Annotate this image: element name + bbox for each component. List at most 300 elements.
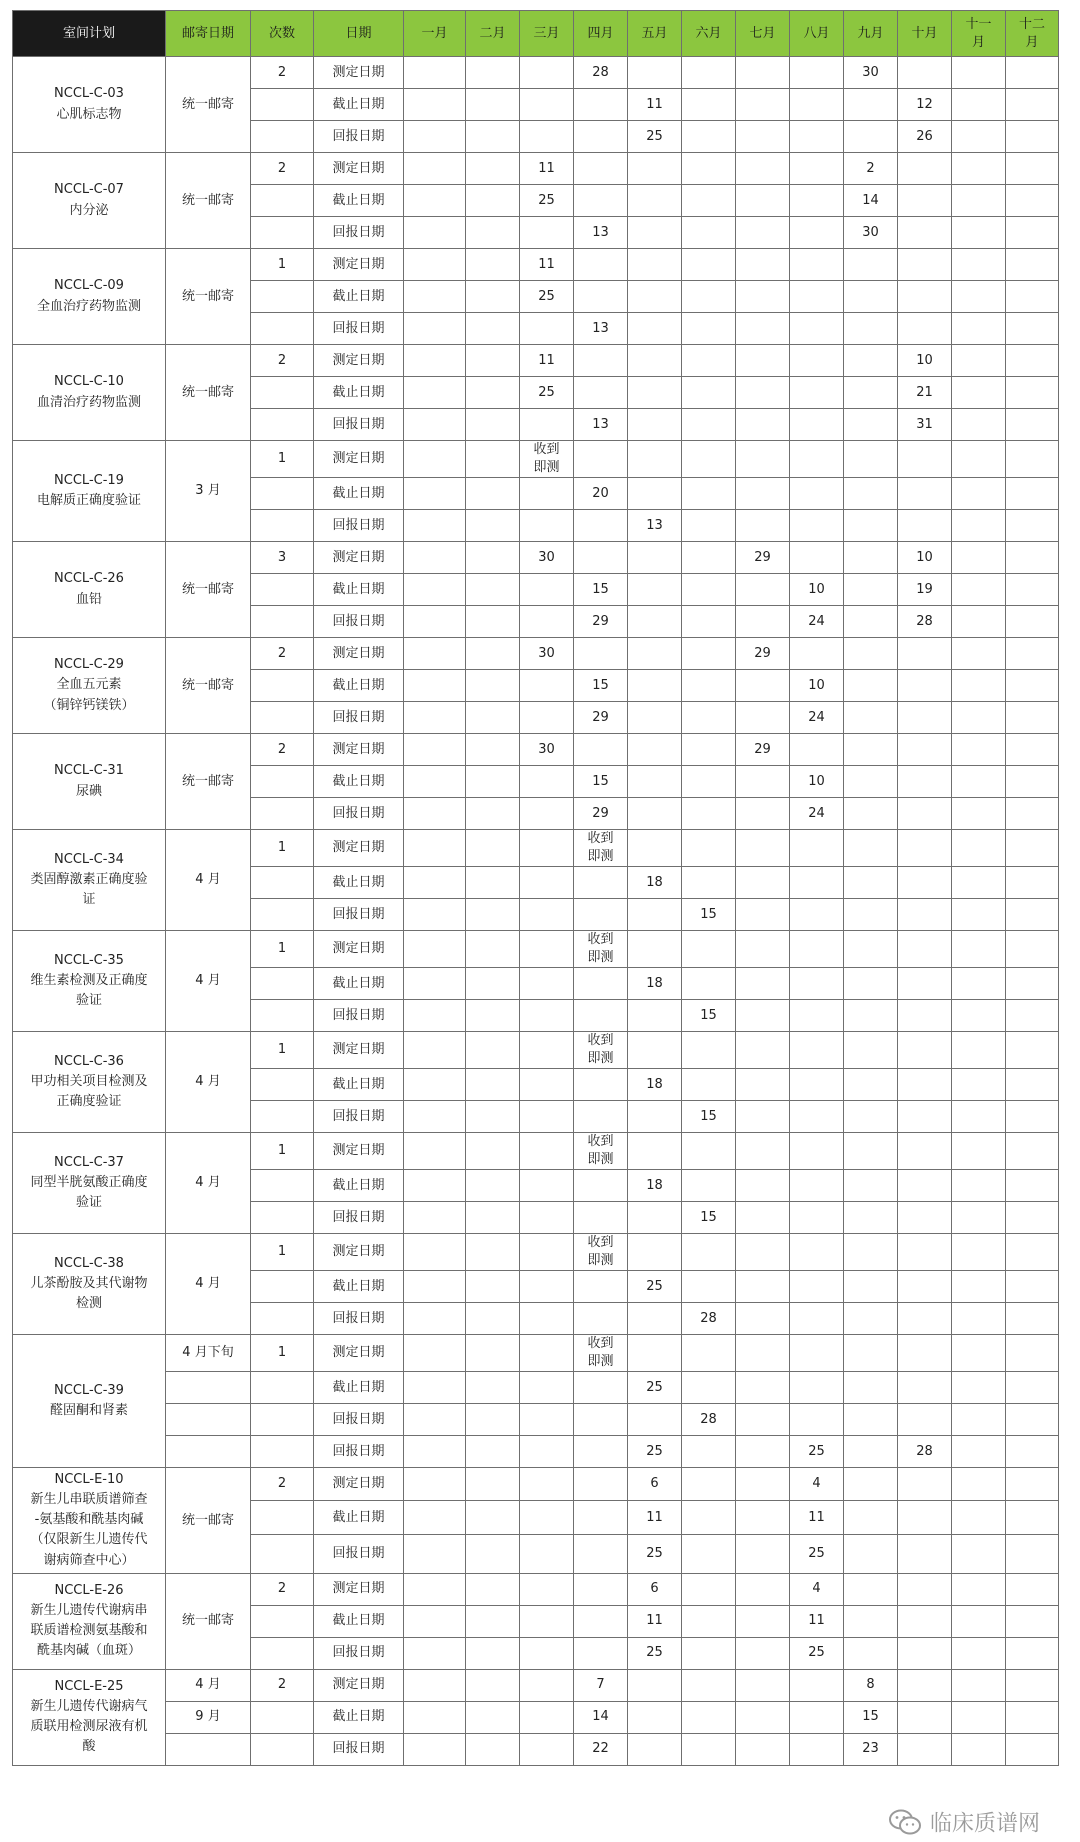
month-cell [1006, 249, 1059, 281]
month-cell [952, 1133, 1006, 1170]
month-cell [736, 409, 790, 441]
month-cell [1006, 606, 1059, 638]
month-cell [898, 1637, 952, 1669]
month-cell [404, 1372, 466, 1404]
mail-date: 统一邮寄 [166, 153, 251, 249]
month-cell: 19 [898, 574, 952, 606]
month-cell [520, 1101, 574, 1133]
month-cell [466, 734, 520, 766]
month-cell: 15 [682, 1202, 736, 1234]
month-cell [404, 1534, 466, 1573]
month-cell [736, 1032, 790, 1069]
month-cell [466, 89, 520, 121]
month-cell [466, 1573, 520, 1605]
month-cell [466, 1605, 520, 1637]
times-cell: 2 [251, 1669, 314, 1701]
times-cell [251, 766, 314, 798]
month-cell: 28 [682, 1303, 736, 1335]
month-cell [682, 1669, 736, 1701]
month-cell [790, 281, 844, 313]
date-type-cell: 截止日期 [314, 766, 404, 798]
month-cell [520, 1271, 574, 1303]
month-cell [952, 249, 1006, 281]
times-cell [251, 1501, 314, 1534]
month-cell [898, 1000, 952, 1032]
month-cell [952, 441, 1006, 478]
date-type-cell: 测定日期 [314, 249, 404, 281]
month-cell: 30 [520, 734, 574, 766]
month-cell [736, 1133, 790, 1170]
month-cell [898, 510, 952, 542]
month-cell [898, 1605, 952, 1637]
date-type-cell: 测定日期 [314, 1335, 404, 1372]
month-cell [1006, 1069, 1059, 1101]
month-cell [574, 1372, 628, 1404]
table-row [13, 1436, 1059, 1468]
month-cell [844, 281, 898, 313]
month-cell [404, 281, 466, 313]
month-cell [844, 1202, 898, 1234]
month-cell [1006, 345, 1059, 377]
mail-date: 4 月 [166, 830, 251, 931]
month-cell [1006, 1501, 1059, 1534]
month-cell [682, 830, 736, 867]
month-cell [1006, 1234, 1059, 1271]
program-name: NCCL-C-34 类固醇激素正确度验 证 [13, 830, 166, 931]
month-cell [790, 478, 844, 510]
month-cell [844, 1101, 898, 1133]
month-cell [1006, 1534, 1059, 1573]
table-header [13, 11, 1059, 57]
month-cell [790, 1133, 844, 1170]
month-cell [682, 1573, 736, 1605]
month-cell [682, 441, 736, 478]
month-cell [404, 968, 466, 1000]
month-cell: 21 [898, 377, 952, 409]
watermark-text: 临床质谱网 [929, 1811, 1040, 1837]
month-cell [952, 670, 1006, 702]
month-cell [844, 1637, 898, 1669]
month-cell: 15 [682, 899, 736, 931]
month-cell [736, 1372, 790, 1404]
month-cell [790, 153, 844, 185]
date-type-cell: 回报日期 [314, 313, 404, 345]
month-cell [952, 702, 1006, 734]
month-cell: 26 [898, 121, 952, 153]
month-cell [736, 217, 790, 249]
table-row [13, 1032, 1059, 1069]
date-type-cell: 截止日期 [314, 1605, 404, 1637]
month-cell [574, 249, 628, 281]
month-cell [520, 313, 574, 345]
month-cell [736, 57, 790, 89]
times-cell: 1 [251, 441, 314, 478]
month-cell [520, 1170, 574, 1202]
month-cell [952, 377, 1006, 409]
month-cell [736, 766, 790, 798]
times-cell [251, 702, 314, 734]
mail-date: 统一邮寄 [166, 249, 251, 345]
month-cell [898, 1404, 952, 1436]
month-cell [952, 1573, 1006, 1605]
month-cell: 29 [736, 638, 790, 670]
month-cell [1006, 867, 1059, 899]
month-cell [404, 1170, 466, 1202]
table-row [13, 1701, 1059, 1733]
mail-date: 统一邮寄 [166, 57, 251, 153]
month-cell [466, 1534, 520, 1573]
month-cell [1006, 1335, 1059, 1372]
month-cell [898, 638, 952, 670]
month-cell [952, 1669, 1006, 1701]
table-row [13, 830, 1059, 867]
times-cell: 2 [251, 734, 314, 766]
month-cell [404, 1133, 466, 1170]
month-cell [628, 1202, 682, 1234]
times-cell [251, 1701, 314, 1733]
month-cell [898, 1733, 952, 1765]
program-name: NCCL-C-09 全血治疗药物监测 [13, 249, 166, 345]
month-cell [952, 1234, 1006, 1271]
month-cell [682, 510, 736, 542]
month-cell [898, 441, 952, 478]
month-cell [466, 867, 520, 899]
month-cell [736, 1501, 790, 1534]
month-cell [952, 867, 1006, 899]
month-cell [628, 1404, 682, 1436]
times-cell [251, 217, 314, 249]
table-row [13, 1234, 1059, 1271]
month-cell [898, 1101, 952, 1133]
month-cell [952, 931, 1006, 968]
month-cell [844, 1436, 898, 1468]
program-name: NCCL-C-07 内分泌 [13, 153, 166, 249]
times-cell [251, 377, 314, 409]
month-cell [736, 830, 790, 867]
month-cell [898, 1133, 952, 1170]
month-cell [574, 1573, 628, 1605]
month-cell: 15 [682, 1101, 736, 1133]
month-cell [1006, 968, 1059, 1000]
month-cell: 15 [574, 670, 628, 702]
month-cell [898, 1234, 952, 1271]
month-cell: 4 [790, 1573, 844, 1605]
program-name: NCCL-C-19 电解质正确度验证 [13, 441, 166, 542]
date-type-cell: 回报日期 [314, 798, 404, 830]
mail-date: 统一邮寄 [166, 345, 251, 441]
month-cell [520, 478, 574, 510]
date-type-cell: 测定日期 [314, 1234, 404, 1271]
month-cell [1006, 1637, 1059, 1669]
date-type-cell: 测定日期 [314, 931, 404, 968]
month-cell [844, 313, 898, 345]
month-cell [844, 1372, 898, 1404]
month-cell [628, 798, 682, 830]
month-cell [736, 1404, 790, 1436]
times-cell [251, 574, 314, 606]
month-cell [898, 1069, 952, 1101]
month-cell [404, 1303, 466, 1335]
month-cell [404, 830, 466, 867]
table-row [13, 1468, 1059, 1501]
program-name: NCCL-C-31 尿碘 [13, 734, 166, 830]
month-cell [404, 574, 466, 606]
month-cell [404, 1701, 466, 1733]
mail-date: 3 月 [166, 441, 251, 542]
date-type-cell: 截止日期 [314, 670, 404, 702]
date-type-cell: 回报日期 [314, 606, 404, 638]
month-cell [466, 217, 520, 249]
month-cell [952, 1534, 1006, 1573]
month-cell [404, 1032, 466, 1069]
month-cell [520, 217, 574, 249]
times-cell [251, 1534, 314, 1573]
month-cell [952, 185, 1006, 217]
month-cell: 11 [520, 153, 574, 185]
month-cell [520, 1335, 574, 1372]
month-cell [520, 798, 574, 830]
header-cell: 五月 [628, 11, 682, 57]
month-cell [844, 574, 898, 606]
month-cell [844, 670, 898, 702]
month-cell [790, 185, 844, 217]
month-cell [1006, 638, 1059, 670]
table-row [13, 1404, 1059, 1436]
month-cell: 29 [736, 734, 790, 766]
times-cell [251, 1271, 314, 1303]
month-cell [404, 734, 466, 766]
month-cell [404, 1202, 466, 1234]
month-cell [682, 249, 736, 281]
date-type-cell: 截止日期 [314, 1069, 404, 1101]
month-cell [952, 1637, 1006, 1669]
table-row [13, 1335, 1059, 1372]
times-cell: 3 [251, 542, 314, 574]
month-cell [466, 249, 520, 281]
program-name: NCCL-C-03 心肌标志物 [13, 57, 166, 153]
month-cell [736, 1468, 790, 1501]
times-cell: 1 [251, 249, 314, 281]
month-cell: 29 [736, 542, 790, 574]
month-cell: 25 [790, 1637, 844, 1669]
month-cell [952, 1733, 1006, 1765]
month-cell [898, 153, 952, 185]
month-cell [628, 153, 682, 185]
month-cell [736, 441, 790, 478]
month-cell [1006, 1170, 1059, 1202]
month-cell [898, 1372, 952, 1404]
month-cell [520, 89, 574, 121]
header-cell: 八月 [790, 11, 844, 57]
month-cell [466, 1701, 520, 1733]
mail-date [166, 1436, 251, 1468]
month-cell [844, 606, 898, 638]
month-cell [736, 1271, 790, 1303]
month-cell [466, 1468, 520, 1501]
month-cell [404, 1271, 466, 1303]
month-cell [952, 1404, 1006, 1436]
month-cell [520, 867, 574, 899]
month-cell: 29 [574, 702, 628, 734]
month-cell [466, 57, 520, 89]
month-cell [736, 867, 790, 899]
month-cell [790, 1404, 844, 1436]
month-cell [628, 1669, 682, 1701]
month-cell [844, 1000, 898, 1032]
month-cell [466, 313, 520, 345]
month-cell [736, 478, 790, 510]
month-cell [1006, 377, 1059, 409]
month-cell [682, 1733, 736, 1765]
month-cell [790, 313, 844, 345]
month-cell [952, 121, 1006, 153]
month-cell: 25 [628, 1372, 682, 1404]
month-cell [628, 217, 682, 249]
date-type-cell: 测定日期 [314, 638, 404, 670]
month-cell [520, 670, 574, 702]
mail-date: 9 月 [166, 1701, 251, 1733]
month-cell [466, 1436, 520, 1468]
month-cell [682, 1701, 736, 1733]
month-cell [628, 409, 682, 441]
date-type-cell: 回报日期 [314, 121, 404, 153]
month-cell [736, 1202, 790, 1234]
month-cell: 24 [790, 798, 844, 830]
month-cell [898, 702, 952, 734]
month-cell [790, 1032, 844, 1069]
month-cell [952, 1069, 1006, 1101]
mail-date: 统一邮寄 [166, 734, 251, 830]
month-cell [574, 1534, 628, 1573]
month-cell [404, 1436, 466, 1468]
month-cell: 收到 即测 [574, 1032, 628, 1069]
times-cell [251, 121, 314, 153]
month-cell [466, 542, 520, 574]
month-cell: 收到 即测 [574, 931, 628, 968]
table-row [13, 1573, 1059, 1605]
month-cell [1006, 798, 1059, 830]
date-type-cell: 回报日期 [314, 1404, 404, 1436]
month-cell [844, 345, 898, 377]
date-type-cell: 测定日期 [314, 1133, 404, 1170]
month-cell [466, 1733, 520, 1765]
program-name: NCCL-E-25 新生儿遗传代谢病气 质联用检测尿液有机 酸 [13, 1669, 166, 1765]
month-cell [682, 377, 736, 409]
times-cell [251, 968, 314, 1000]
month-cell: 15 [574, 574, 628, 606]
month-cell [404, 1404, 466, 1436]
date-type-cell: 测定日期 [314, 345, 404, 377]
date-type-cell: 回报日期 [314, 1637, 404, 1669]
table-row [13, 542, 1059, 574]
month-cell [628, 57, 682, 89]
date-type-cell: 截止日期 [314, 968, 404, 1000]
month-cell [898, 1669, 952, 1701]
mail-date [166, 1733, 251, 1765]
times-cell [251, 1101, 314, 1133]
month-cell [898, 798, 952, 830]
month-cell [790, 1202, 844, 1234]
month-cell [404, 1335, 466, 1372]
month-cell [1006, 1271, 1059, 1303]
month-cell [520, 1605, 574, 1637]
month-cell [682, 1501, 736, 1534]
month-cell [1006, 574, 1059, 606]
month-cell [682, 121, 736, 153]
month-cell [404, 542, 466, 574]
mail-date: 4 月 [166, 1669, 251, 1701]
month-cell [790, 1000, 844, 1032]
month-cell [682, 1372, 736, 1404]
month-cell [404, 1637, 466, 1669]
month-cell [844, 478, 898, 510]
times-cell [251, 867, 314, 899]
month-cell [404, 377, 466, 409]
month-cell [790, 121, 844, 153]
month-cell: 18 [628, 1069, 682, 1101]
month-cell [628, 899, 682, 931]
month-cell [952, 638, 1006, 670]
month-cell [682, 89, 736, 121]
month-cell [628, 734, 682, 766]
month-cell [952, 542, 1006, 574]
month-cell: 25 [628, 1637, 682, 1669]
month-cell [574, 542, 628, 574]
month-cell [952, 510, 1006, 542]
times-cell [251, 1372, 314, 1404]
month-cell [466, 1669, 520, 1701]
month-cell [682, 766, 736, 798]
month-cell [682, 734, 736, 766]
month-cell [898, 1501, 952, 1534]
times-cell [251, 899, 314, 931]
month-cell [736, 931, 790, 968]
date-type-cell: 回报日期 [314, 217, 404, 249]
month-cell: 28 [898, 1436, 952, 1468]
header-cell: 十月 [898, 11, 952, 57]
month-cell [952, 734, 1006, 766]
header-cell: 三月 [520, 11, 574, 57]
month-cell [404, 313, 466, 345]
month-cell [574, 153, 628, 185]
month-cell [466, 1202, 520, 1234]
month-cell [1006, 1202, 1059, 1234]
month-cell [628, 1234, 682, 1271]
month-cell [952, 1271, 1006, 1303]
times-cell: 1 [251, 830, 314, 867]
month-cell [736, 798, 790, 830]
month-cell [466, 1032, 520, 1069]
month-cell [1006, 734, 1059, 766]
month-cell [520, 1000, 574, 1032]
month-cell: 25 [628, 121, 682, 153]
month-cell: 25 [628, 1436, 682, 1468]
month-cell [952, 1436, 1006, 1468]
month-cell [844, 702, 898, 734]
month-cell [736, 1335, 790, 1372]
month-cell [844, 1404, 898, 1436]
month-cell [520, 606, 574, 638]
table-row [13, 57, 1059, 89]
month-cell: 11 [628, 1605, 682, 1637]
month-cell [520, 766, 574, 798]
month-cell [520, 1501, 574, 1534]
date-type-cell: 测定日期 [314, 57, 404, 89]
month-cell [682, 1032, 736, 1069]
month-cell [1006, 1468, 1059, 1501]
month-cell [520, 1234, 574, 1271]
times-cell [251, 185, 314, 217]
